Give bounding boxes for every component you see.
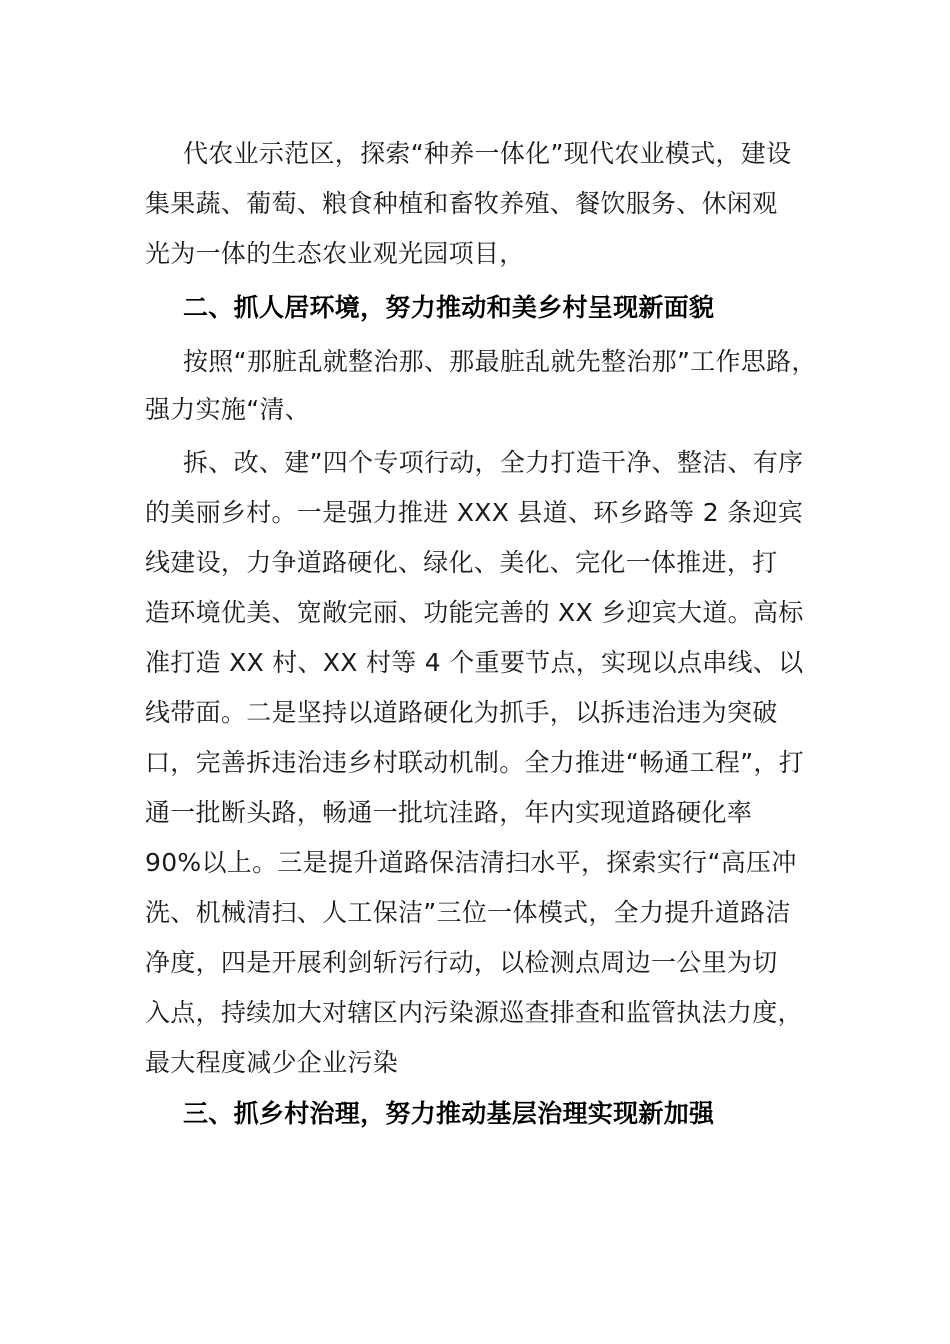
section-heading: 二、抓人居环境，努力推动和美乡村呈现新面貌 bbox=[183, 293, 715, 322]
paragraph-line: 口，完善拆违治违乡村联动机制。全力推进“畅通工程”，打 bbox=[145, 748, 805, 777]
paragraph-line: 90%以上。三是提升道路保洁清扫水平，探索实行“高压冲 bbox=[145, 848, 797, 877]
paragraph-line: 的美丽乡村。一是强力推进 XXX 县道、环乡路等 2 条迎宾 bbox=[145, 498, 804, 527]
paragraph-line: 拆、改、建”四个专项行动，全力打造干净、整洁、有序 bbox=[183, 448, 804, 477]
paragraph-line: 净度，四是开展利剑斩污行动，以检测点周边一公里为切 bbox=[145, 948, 778, 977]
paragraph-line: 按照“那脏乱就整治那、那最脏乱就先整治那”工作思路， bbox=[183, 347, 817, 376]
paragraph-line: 线带面。二是坚持以道路硬化为抓手，以拆违治违为突破 bbox=[145, 698, 778, 727]
paragraph-line: 通一批断头路，畅通一批坑洼路，年内实现道路硬化率 bbox=[145, 798, 753, 827]
paragraph-line: 洗、机械清扫、人工保洁”三位一体模式，全力提升道路洁 bbox=[145, 898, 791, 927]
section-heading: 三、抓乡村治理，努力推动基层治理实现新加强 bbox=[183, 1099, 715, 1128]
paragraph-line: 入点，持续加大对辖区内污染源巡查排查和监管执法力度， bbox=[145, 998, 803, 1027]
paragraph-line: 造环境优美、宽敞完丽、功能完善的 XX 乡迎宾大道。高标 bbox=[145, 598, 804, 627]
paragraph-line: 线建设，力争道路硬化、绿化、美化、完化一体推进，打 bbox=[145, 548, 778, 577]
paragraph-line: 光为一体的生态农业观光园项目， bbox=[145, 239, 525, 268]
paragraph-line: 准打造 XX 村、XX 村等 4 个重要节点，实现以点串线、以 bbox=[145, 648, 804, 677]
paragraph-line: 代农业示范区，探索“种养一体化”现代农业模式，建设 bbox=[183, 139, 792, 168]
paragraph-line: 最大程度减少企业污染 bbox=[145, 1048, 399, 1077]
paragraph-line: 强力实施“清、 bbox=[145, 395, 311, 424]
paragraph-line: 集果蔬、葡萄、粮食种植和畜牧养殖、餐饮服务、休闲观 bbox=[145, 189, 778, 218]
